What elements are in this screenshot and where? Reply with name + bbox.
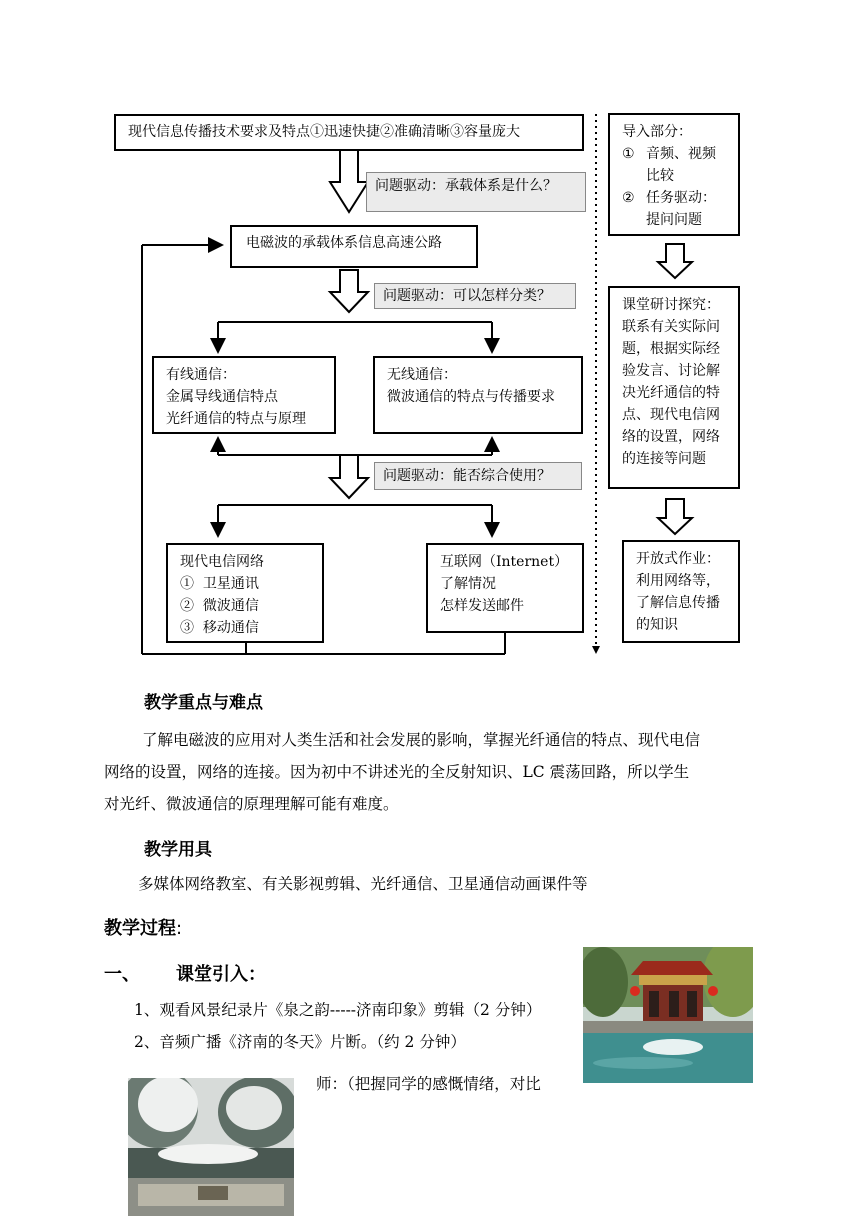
tools-paragraph: 多媒体网络教室、有关影视剪辑、光纤通信、卫星通信动画课件等 bbox=[138, 875, 588, 893]
telecom-item-1 bbox=[180, 573, 322, 595]
telecom-title: 现代电信网络 bbox=[180, 554, 264, 570]
hollow-arrow-side-2 bbox=[658, 499, 692, 534]
wired-line-1: 金属导线通信特点 bbox=[166, 389, 278, 405]
telecom-item-2 bbox=[180, 595, 322, 617]
intro-item-2 bbox=[622, 187, 738, 231]
telecom-item-label: 移动通信 bbox=[202, 620, 259, 636]
internet-line-2: 怎样发送邮件 bbox=[440, 598, 524, 614]
intro-item-1-text bbox=[646, 143, 716, 187]
homework-line: 了解信息传播 bbox=[636, 595, 720, 611]
intro-line: 提问问题 bbox=[646, 212, 702, 228]
homework-line: 利用网络等， bbox=[636, 573, 720, 589]
requirements-box bbox=[114, 114, 584, 151]
intro-item-2-text: 2、音频广播《济南的冬天》片断。（约 2 分钟） bbox=[134, 1033, 466, 1051]
electromagnetic-text: 电磁波的承载体系信息高速公路 bbox=[246, 235, 442, 251]
homework-line: 的知识 bbox=[636, 617, 678, 633]
num-mark: ② bbox=[180, 598, 194, 614]
wired-box bbox=[152, 356, 336, 434]
spring-pavilion-photo bbox=[583, 947, 753, 1083]
hollow-arrow-2 bbox=[330, 270, 368, 312]
section-heading-tools: 教学用具 bbox=[144, 840, 212, 860]
telecom-item-label: 微波通信 bbox=[202, 598, 259, 614]
pavilion-image bbox=[583, 947, 753, 1083]
intro-item-1-text: 1、观看风景纪录片《泉之韵-----济南印象》剪辑（2 分钟） bbox=[134, 1001, 542, 1019]
num-mark: ③ bbox=[180, 620, 194, 636]
hollow-arrow-side-1 bbox=[658, 244, 692, 278]
telecom-item-label: 卫星通讯 bbox=[202, 576, 259, 592]
hollow-arrow-1 bbox=[330, 150, 368, 212]
intro-line: 音频、视频 bbox=[646, 146, 716, 162]
intro-part-box bbox=[608, 113, 740, 236]
requirements-text: 现代信息传播技术要求及特点①迅速快捷②准确清晰③容量庞大 bbox=[128, 124, 520, 140]
section-heading-key-points: 教学重点与难点 bbox=[144, 693, 263, 713]
question-box-2 bbox=[374, 283, 576, 309]
class-discussion-box bbox=[608, 286, 740, 489]
process-heading-text: 教学过程 bbox=[104, 918, 176, 939]
section-heading-process bbox=[104, 914, 182, 940]
num-mark: ① bbox=[180, 576, 194, 592]
discussion-line: 决光纤通信的特 bbox=[622, 385, 720, 401]
internet-box bbox=[426, 543, 584, 633]
key-line-3: 对光纤、微波通信的原理理解可能有难度。 bbox=[104, 795, 399, 813]
telecom-item-3 bbox=[180, 617, 322, 639]
snow-image bbox=[128, 1078, 294, 1216]
discussion-line: 题，根据实际经 bbox=[622, 341, 720, 357]
intro-line: 比较 bbox=[646, 168, 674, 184]
num-mark: ① bbox=[622, 146, 635, 162]
question-3-text: 问题驱动：能否综合使用？ bbox=[383, 468, 551, 484]
electromagnetic-box bbox=[230, 225, 478, 268]
discussion-line: 络的设置，网络 bbox=[622, 429, 720, 445]
key-line-1: 了解电磁波的应用对人类生活和社会发展的影响，掌握光纤通信的特点、现代电信 bbox=[142, 731, 701, 749]
telecom-network-box bbox=[166, 543, 324, 643]
question-box-1 bbox=[366, 172, 586, 212]
wireless-box bbox=[373, 356, 583, 434]
homework-box bbox=[622, 540, 740, 643]
key-line-2: 网络的设置，网络的连接。因为初中不讲述光的全反射知识、LC 震荡回路，所以学生 bbox=[104, 763, 690, 781]
discussion-line: 联系有关实际问 bbox=[622, 319, 720, 335]
question-box-3 bbox=[374, 462, 582, 490]
discussion-line: 验发言、讨论解 bbox=[622, 363, 720, 379]
discussion-line: 点、现代电信网 bbox=[622, 407, 720, 423]
process-heading-colon: : bbox=[176, 918, 183, 939]
wireless-title: 无线通信： bbox=[387, 367, 457, 383]
discussion-line: 课堂研讨探究： bbox=[622, 297, 720, 313]
section-1-heading bbox=[104, 960, 266, 986]
question-2-text: 问题驱动：可以怎样分类？ bbox=[383, 288, 551, 304]
snowy-garden-photo bbox=[128, 1078, 294, 1216]
internet-title: 互联网（Internet） bbox=[440, 554, 569, 570]
discussion-line: 的连接等问题 bbox=[622, 451, 706, 467]
question-1-text: 问题驱动：承载体系是什么？ bbox=[375, 178, 557, 194]
section-1-number: 一、 bbox=[104, 964, 140, 985]
section-1-title: 课堂引入： bbox=[176, 964, 266, 985]
intro-item-1 bbox=[622, 143, 738, 187]
hollow-arrow-3 bbox=[330, 455, 368, 498]
intro-item-2-text bbox=[646, 187, 716, 231]
intro-line: 任务驱动： bbox=[646, 190, 716, 206]
intro-title: 导入部分： bbox=[622, 124, 692, 140]
key-points-paragraph bbox=[104, 724, 764, 820]
teacher-note: 师：（把握同学的感慨情绪，对比 bbox=[316, 1075, 541, 1093]
wireless-line-1: 微波通信的特点与传播要求 bbox=[387, 389, 555, 405]
homework-line: 开放式作业： bbox=[636, 551, 720, 567]
num-mark: ② bbox=[622, 190, 635, 206]
internet-line-1: 了解情况 bbox=[440, 576, 496, 592]
wired-title: 有线通信： bbox=[166, 367, 236, 383]
wired-line-2: 光纤通信的特点与原理 bbox=[166, 411, 306, 427]
